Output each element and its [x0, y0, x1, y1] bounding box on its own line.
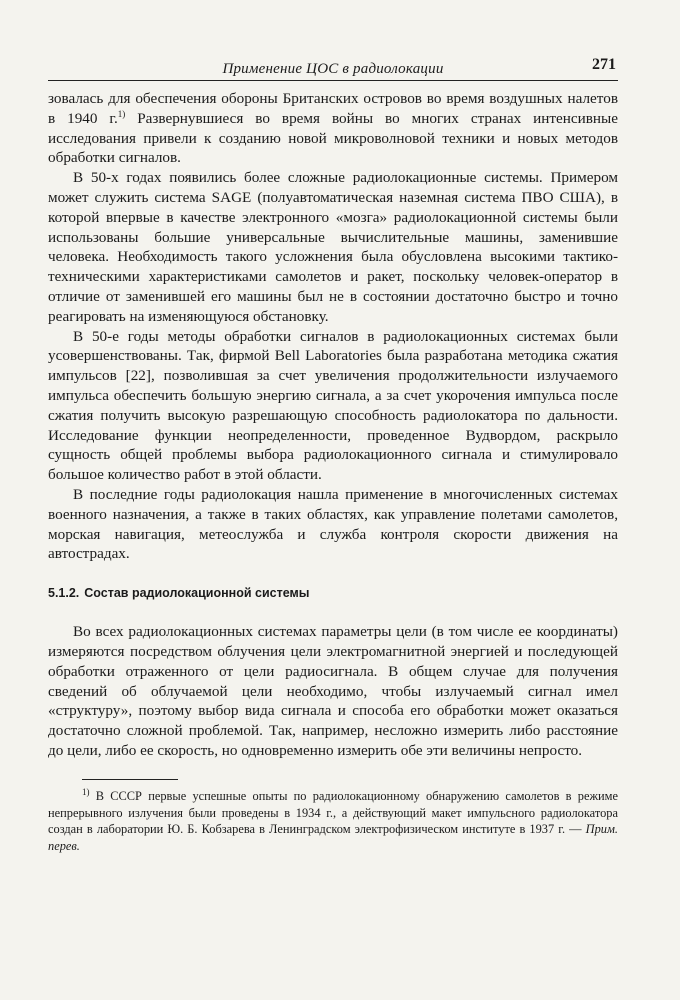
running-title: Применение ЦОС в радиолокации [222, 61, 444, 77]
section-text [48, 622, 618, 761]
paragraph: В 50-х годах появились более сложные радиолокационные системы. Примером может служить система SAGE (полуавтоматическая наземная система ПВО США), в которой впервые в качестве электронного «мозга» радиолокационной системы были использованы большие универсальные вычислительные машины, заменившие человека. Необходимость такого усложнения была обусловлена высокими тактико-техническими характеристиками самолетов и ракет, поскольку человек-оператор в отличие от заменившей его машины был не в состоянии достаточно быстро и точно реагировать на изменяющуюся обстановку. [48, 169, 618, 325]
section-heading [48, 585, 618, 601]
section-number: 5.1.2. [48, 586, 80, 601]
footnote-divider [82, 779, 178, 780]
paragraph: В последние годы радиолокация нашла применение в многочисленных системах военного назначения, а также в таких областях, как управление полетами самолетов, морская навигация, метеослужба и служба контроля скорости движения на автострадах. [48, 485, 618, 563]
footnote-attribution: Прим. перев. [48, 822, 618, 854]
page-number: 271 [592, 56, 616, 73]
paragraph: зовалась для обеспечения обороны Британских островов во время воздушных налетов в 1940 г.$^{1)}$ Развернувшиеся во время войны во многих странах интенсивные исследования привели к созданию новой микроволновой техники и новых методов обработки сигналов. [48, 90, 619, 167]
main-text [48, 89, 618, 564]
running-head [48, 58, 618, 81]
paragraph: Во всех радиолокационных системах параметры цели (в том числе ее координаты) измеряются посредством облучения цели электромагнитной энергией и последующей обработки отраженного от цели радиосигнала. В общем случае для получения сведений об облучаемой цели необходимо, чтобы излучаемый сигнал имел «структуру», поэтому выбор вида сигнала и способа его обработки может оказаться достаточно сложной проблемой. Так, например, несложно измерить либо расстояние до цели, либо ее скорость, но одновременно измерить обе эти величины непросто. [48, 623, 618, 759]
footnote-text: В СССР первые успешные опыты по радиолокационному обнаружению самолетов в режиме непрерывного излучения были проведены в 1934 г., а действующий макет импульсного радиолокатора создан в лаборатории Ю. Б. Кобзарева в Ленинградском электрофизическом институте в 1937 г. — [48, 788, 618, 837]
section-title: Состав радиолокационной системы [84, 586, 310, 601]
footnote-mark: 1) [82, 786, 90, 797]
footnote-reference: 1) [117, 108, 126, 119]
paragraph: В 50-е годы методы обработки сигналов в радиолокационных системах были усовершенствованы. Так, фирмой Bell Laboratories была разработана методика сжатия импульсов [22], позволившая за счет увеличения продолжительности излучаемого импульса обеспечить большую энергию сигнала, а за счет укорочения импульса после сжатия получить высокую разрешающую способность радиолокатора по дальности. Исследование функции неопределенности, проведенное Вудвордом, раскрыло сущность общей проблемы выбора радиолокационного сигнала и стимулировало большое количество работ в этой области. [48, 327, 618, 484]
footnote [48, 788, 618, 855]
book-page [48, 58, 618, 855]
